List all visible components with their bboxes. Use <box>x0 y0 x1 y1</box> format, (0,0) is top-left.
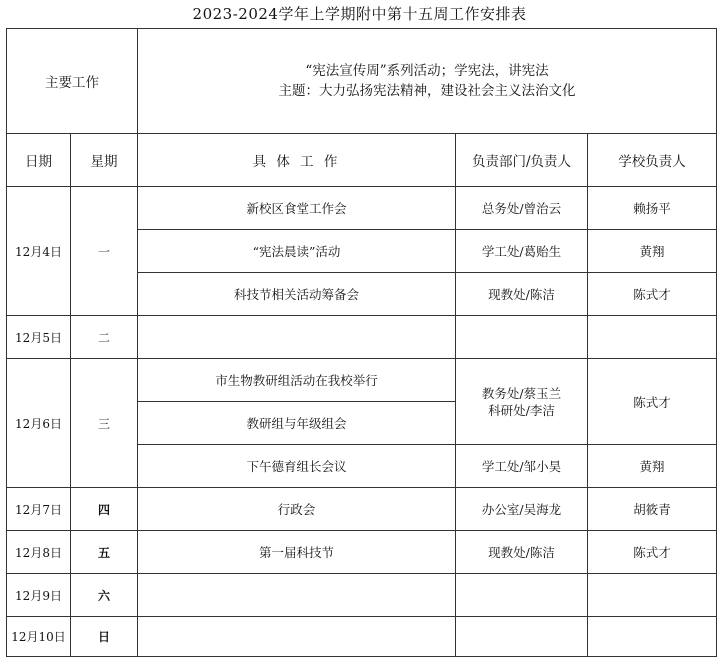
date-cell: 12月7日 <box>7 488 71 531</box>
schedule-table <box>6 28 717 657</box>
work-cell: 新校区食堂工作会 <box>138 187 456 230</box>
dept-cell: 现教处/陈洁 <box>456 273 588 316</box>
table-row <box>7 187 717 230</box>
header-school-lead: 学校负责人 <box>588 134 717 187</box>
dept-cell <box>456 617 588 657</box>
dept-cell: 现教处/陈洁 <box>456 531 588 574</box>
work-cell <box>138 617 456 657</box>
date-cell: 12月4日 <box>7 187 71 316</box>
table-row <box>7 359 717 402</box>
main-work-row <box>7 29 717 134</box>
table-row <box>7 574 717 617</box>
dept-cell <box>456 316 588 359</box>
dept-line-2: 科研处/李洁 <box>488 402 555 418</box>
main-work-line-1: “宪法宣传周”系列活动；学宪法，讲宪法 <box>305 63 549 79</box>
work-cell <box>138 316 456 359</box>
school-lead-cell: 陈式才 <box>588 531 717 574</box>
header-work: 具 体 工 作 <box>138 134 456 187</box>
dept-cell: 总务处/曾治云 <box>456 187 588 230</box>
school-lead-cell <box>588 316 717 359</box>
weekday-cell: 三 <box>71 359 138 488</box>
date-cell: 12月8日 <box>7 531 71 574</box>
weekday-cell: 日 <box>71 617 138 657</box>
work-cell: 第一届科技节 <box>138 531 456 574</box>
school-lead-cell: 陈式才 <box>588 273 717 316</box>
dept-cell <box>456 574 588 617</box>
table-row <box>7 316 717 359</box>
work-cell: 行政会 <box>138 488 456 531</box>
header-dept: 负责部门/负责人 <box>456 134 588 187</box>
date-cell: 12月5日 <box>7 316 71 359</box>
table-row <box>7 488 717 531</box>
school-lead-cell: 黄翔 <box>588 445 717 488</box>
work-cell: 市生物教研组活动在我校举行 <box>138 359 456 402</box>
dept-cell: 学工处/邹小昊 <box>456 445 588 488</box>
school-lead-cell <box>588 617 717 657</box>
date-cell: 12月9日 <box>7 574 71 617</box>
dept-cell: 学工处/葛贻生 <box>456 230 588 273</box>
work-cell: 教研组与年级组会 <box>138 402 456 445</box>
work-cell: 下午德育组长会议 <box>138 445 456 488</box>
work-cell <box>138 574 456 617</box>
main-work-label: 主要工作 <box>7 29 138 134</box>
header-date: 日期 <box>7 134 71 187</box>
work-cell: 科技节相关活动筹备会 <box>138 273 456 316</box>
school-lead-cell-merged: 陈式才 <box>588 359 717 445</box>
date-cell: 12月10日 <box>7 617 71 657</box>
weekday-cell: 六 <box>71 574 138 617</box>
main-work-content <box>138 29 717 134</box>
school-lead-cell: 黄翔 <box>588 230 717 273</box>
weekday-cell: 四 <box>71 488 138 531</box>
date-cell: 12月6日 <box>7 359 71 488</box>
header-weekday: 星期 <box>71 134 138 187</box>
school-lead-cell: 赖扬平 <box>588 187 717 230</box>
weekday-cell: 二 <box>71 316 138 359</box>
main-work-line-2: 主题：大力弘扬宪法精神，建设社会主义法治文化 <box>278 83 576 99</box>
weekday-cell: 五 <box>71 531 138 574</box>
school-lead-cell <box>588 574 717 617</box>
dept-cell: 办公室/吴海龙 <box>456 488 588 531</box>
work-cell: “宪法晨读”活动 <box>138 230 456 273</box>
dept-line-1: 教务处/蔡玉兰 <box>481 385 562 401</box>
page-title: 2023-2024学年上学期附中第十五周工作安排表 <box>192 5 527 23</box>
weekday-cell: 一 <box>71 187 138 316</box>
school-lead-cell: 胡筱青 <box>588 488 717 531</box>
table-row <box>7 531 717 574</box>
table-row <box>7 617 717 657</box>
header-row <box>7 134 717 187</box>
dept-cell-merged <box>456 359 588 445</box>
